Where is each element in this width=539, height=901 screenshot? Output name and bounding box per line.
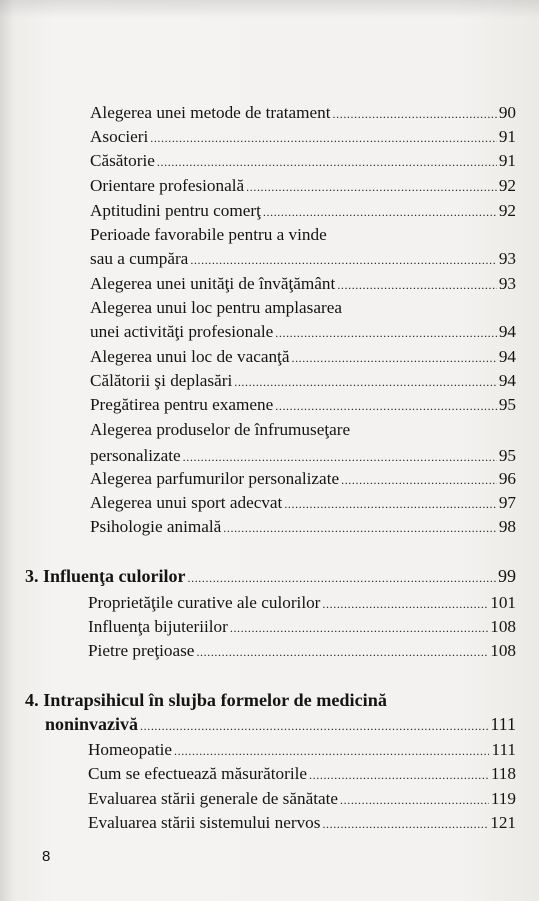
dot-leader — [340, 789, 489, 810]
section-heading — [25, 566, 516, 588]
section-title: 3. Influenţa culorilor — [25, 566, 186, 586]
toc-entry — [88, 764, 516, 785]
toc-entry — [90, 322, 516, 343]
toc-entry-page: 101 — [490, 593, 516, 612]
dot-leader — [183, 446, 497, 467]
toc-entry — [90, 176, 516, 197]
toc-entry-label: Aptitudini pentru comerţ — [90, 201, 261, 220]
toc-entry — [90, 395, 516, 416]
dot-leader — [275, 395, 497, 416]
toc-entry-label: Evaluarea stării generale de sănătate — [88, 789, 339, 808]
toc-entry-label: Pietre preţioase — [88, 641, 195, 660]
toc-entry-label: Căsătorie — [90, 151, 155, 170]
section-heading — [45, 714, 516, 736]
toc-entry-label: Alegerea unei unităţi de învăţământ — [90, 274, 336, 293]
dot-leader — [263, 201, 497, 222]
toc-entry — [88, 813, 516, 834]
dot-leader — [188, 566, 497, 588]
toc-entry — [90, 201, 516, 222]
section-page: 99 — [498, 566, 516, 586]
dot-leader — [157, 151, 497, 172]
section-title: noninvazivă — [45, 714, 139, 734]
toc-entry-page: 90 — [498, 103, 516, 122]
dot-leader — [223, 517, 497, 538]
toc-entry-label: sau a cumpăra — [90, 249, 189, 268]
dot-leader — [341, 469, 497, 490]
toc-entry-page: 121 — [490, 813, 516, 832]
dot-leader — [246, 176, 497, 197]
toc-entry — [90, 274, 516, 295]
toc-entry-page: 95 — [498, 395, 516, 414]
page-number: 8 — [42, 848, 51, 865]
dot-leader — [230, 617, 488, 638]
dot-leader — [234, 371, 497, 392]
toc-entry — [90, 249, 516, 270]
toc-entry-page: 118 — [490, 764, 516, 783]
toc-entry-page: 92 — [498, 201, 516, 220]
toc-entry-page: 94 — [498, 371, 516, 390]
toc-entry-label: Orientare profesională — [90, 176, 245, 195]
toc-entry — [90, 493, 516, 514]
dot-leader — [275, 322, 497, 343]
dot-leader — [190, 249, 497, 270]
toc-entry-label: Alegerea unui loc de vacanţă — [90, 347, 290, 366]
toc-entry-page: 108 — [490, 617, 516, 636]
toc-entry-label-line1: Perioade favorabile pentru a vinde — [90, 225, 327, 244]
toc-entry — [90, 347, 516, 368]
toc-entry-page: 111 — [491, 740, 516, 759]
toc-entry-label-line1: Alegerea unui loc pentru amplasarea — [90, 298, 342, 317]
toc-entry-page: 97 — [498, 493, 516, 512]
toc-entry — [88, 789, 516, 810]
dot-leader — [150, 127, 497, 148]
toc-entry-page: 91 — [498, 151, 516, 170]
section-title-line1: 4. Intrapsihicul în slujba formelor de medicină — [25, 690, 387, 710]
dot-leader — [309, 764, 489, 785]
toc-entry — [90, 371, 516, 392]
toc-entry-page: 91 — [498, 127, 516, 146]
dot-leader — [337, 274, 497, 295]
toc-entry-page: 96 — [498, 469, 516, 488]
toc-entry — [88, 593, 516, 614]
toc-entry-label: Călătorii şi deplasări — [90, 371, 233, 390]
toc-entry-page: 119 — [490, 789, 516, 808]
toc-entry-page: 94 — [498, 347, 516, 366]
toc-entry — [90, 151, 516, 172]
toc-entry-label: Alegerea parfumurilor personalizate — [90, 469, 340, 488]
toc-entry-page: 93 — [498, 274, 516, 293]
toc-entry-label: Cum se efectuează măsurătorile — [88, 764, 308, 783]
toc-entry-label-line1: Alegerea produselor de înfrumuseţare — [90, 420, 351, 439]
toc-entry-label: Homeopatie — [88, 740, 172, 759]
dot-leader — [291, 347, 496, 368]
toc-entry-label: Alegerea unui sport adecvat — [90, 493, 283, 512]
toc-entry-label: unei activităţi profesionale — [90, 322, 274, 341]
toc-entry-page: 93 — [498, 249, 516, 268]
toc-entry — [88, 617, 516, 638]
toc-entry-page: 92 — [498, 176, 516, 195]
toc-entry-label: Evaluarea stării sistemului nervos — [88, 813, 321, 832]
spine-shadow — [0, 0, 14, 901]
toc-entry — [88, 740, 516, 761]
toc-entry — [88, 641, 516, 662]
toc-entry-label: Asocieri — [90, 127, 149, 146]
toc-entry — [90, 517, 516, 538]
toc-entry — [90, 469, 516, 490]
toc-entry-page: 98 — [498, 517, 516, 536]
dot-leader — [322, 813, 488, 834]
toc-entry-page: 108 — [490, 641, 516, 660]
dot-leader — [322, 593, 488, 614]
dot-leader — [174, 740, 489, 761]
toc-entry-label: Alegerea unei metode de tratament — [90, 103, 331, 122]
toc-entry-label: Proprietăţile curative ale culorilor — [88, 593, 321, 612]
top-edge-shadow — [0, 0, 539, 18]
dot-leader — [140, 714, 488, 736]
dot-leader — [284, 493, 496, 514]
toc-entry-label: Influenţa bijuteriilor — [88, 617, 228, 636]
toc-entry-label: personalizate — [90, 446, 181, 465]
toc-entry-label: Psihologie animală — [90, 517, 222, 536]
toc-entry-page: 94 — [498, 322, 516, 341]
section-page: 111 — [490, 714, 516, 734]
dot-leader — [333, 103, 497, 124]
toc-entry-page: 95 — [498, 446, 516, 465]
toc-entry — [90, 103, 516, 124]
toc-entry-label: Pregătirea pentru examene — [90, 395, 274, 414]
toc-entry — [90, 446, 516, 467]
toc-entry — [90, 127, 516, 148]
dot-leader — [196, 641, 488, 662]
